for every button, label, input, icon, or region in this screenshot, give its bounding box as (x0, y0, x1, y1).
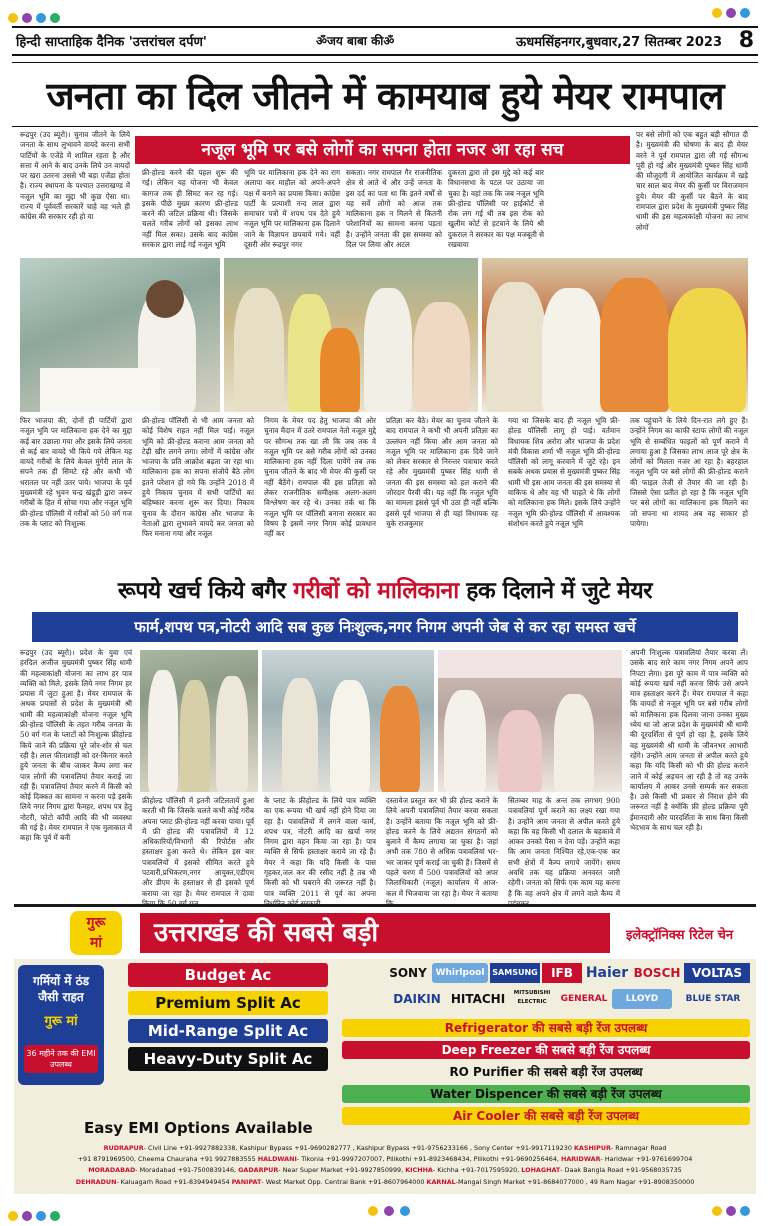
addr2-label: HALDWANI (257, 1155, 297, 1163)
story1-column-6-bottom: तक पहुंचाने के लिये दिन-रात लगे हुए हैं। उन्होंने निगम का काफी स्टाफ लोगों की नजूल भूमि से सम्बंधित फाइलों को पूर्ण कराने में लगाया हुआ है जिसका लाभ आज पूरे क्षेत्र के लोगों को मिलता नजर आ रहा है। बहरहाल नजूल भूमि पर बसे लोगों की फ्री-होल्ड कराने की फाइल तेजी से तैयार की जा रही है। जिससे ऐसा प्रतीत हो रहा है कि नजूल भूमि पर बसे लोगों का मालिकाना हक मिलने का जो सपना था शायद अब वह साकार हो पायेगा। (630, 416, 748, 528)
addr3d-text: - Daak Bangla Road +91-9568035735 (560, 1166, 682, 1174)
promo-emi-badge: 36 महीने तक की EMI उपलब्ध (24, 1045, 98, 1073)
addr1b-label: KASHIPUR (573, 1144, 611, 1152)
stripe-deep-freezer: Deep Freezer की सबसे बड़ी रेंज उपलब्ध (342, 1041, 750, 1059)
story2-subheadline: फार्म,शपथ पत्र,नोटरी आदि सब कुछ निःशुल्क,नगर निगम अपनी जेब से कर रहा समस्त खर्चे (32, 612, 738, 642)
story2-headline (16, 572, 754, 610)
masthead (16, 30, 754, 52)
addr3b-text: - Near Super Market +91-9927850999, (278, 1166, 404, 1174)
ac-item-heavyduty: Heavy-Duty Split Ac (128, 1047, 328, 1071)
addr3b-label: GADARPUR (238, 1166, 279, 1174)
page-number: 8 (738, 28, 754, 53)
brand-bluestar: BLUE STAR (685, 994, 741, 1004)
brand-hitachi: HITACHI (450, 992, 506, 1006)
story1-column-2-bottom: फ्री-होल्ड पॉलिसी से भी आम जनता को कोई विशेष राहत नहीं मिल पाई। नजूल भूमि को फ्री-होल्ड कराना आम जनता को टेढ़ी खीर लगने लगा। लोगों में कांग्रेस और भाजपा के प्रति आक्रोश बढ़ता जा रहा था। मालिकाना हक का सपना संजोये बैठे लोग इतने परेशान हो गये कि उन्होंने 2018 में हुये निकाय चुनाव में सभी पार्टियों का बहिष्कार करना शुरू कर दिया। निकाय चुनाव के दौरान कांग्रेस और भाजपा के नेताओं द्वारा लुभावने वायदे कर जनता को फिर मनाना गया और नजूल (142, 416, 254, 539)
ad-logo (70, 911, 122, 955)
addr1-text: - Civil Line +91-9927882338, Kashipur Bypass +91-9690282777 , Kashipur Bypass +91-9756233166 , Sony Center +91-9917119230 (143, 1144, 572, 1152)
promo-line2: जैसी राहत (38, 990, 84, 1004)
ac-item-midrange: Mid-Range Split Ac (128, 1019, 328, 1043)
ad-address-line-4 (14, 1177, 756, 1187)
story1-column-4-top: सकता। नगर रामपाल गैर राजनीतिक क्षेत्र से आते थे और उन्हें जनता के इस दर्द का पता था कि इतने वर्षों से यह सर्वे लोगों को आज तक मालिकाना हक न मिलने से कितनी परेशानियों का सामना करना पड़ता है। उन्होंने जनता की इस समस्या को दिल पर लिया और अटल (346, 168, 442, 250)
addr1-label: RUDRAPUR (103, 1144, 144, 1152)
brand-daikin: DAIKIN (393, 992, 441, 1006)
addr3-label: MORADABAD (88, 1166, 136, 1174)
bottom-decorative-dots (8, 1206, 762, 1220)
brand-logos (386, 963, 752, 1015)
ac-item-premium: Premium Split Ac (128, 991, 328, 1015)
brand-bosch: BOSCH (633, 966, 681, 980)
brand-sony: SONY (389, 966, 427, 980)
addr3c-label: KICHHA (405, 1166, 433, 1174)
addr2c-text: - Haridwar +91-9761699704 (600, 1155, 693, 1163)
story1-column-3-top: भूमि पर मालिकाना हक देने का राग अलापा कर माहौल को अपने-अपने पक्ष में बनाने का प्रयास किया। कांग्रेस पार्टी के प्रत्याशी नन्द लाल द्वारा समाचार पत्रों में शपथ पत्र देते हुये नजूल भूमि पर मालिकाना हक दिलाने जाने के विज्ञापन छपवाये गये। वहीं दूसरी ओर रूद्रपुर नगर (244, 168, 340, 250)
story1-column-4-bottom: प्रतिज्ञा कर बैठे। मेयर का चुनाव जीतने के बाद रामपाल ने कभी भी अपनी प्रतिज्ञा का उल्लंघन नहीं किया और आम जनता को नजूल भूमि पर मालिकाना हक दिये जाने को लेकर सरकार से निरन्तर पत्राचार करते रहे और मुख्यमंत्री पुष्कर सिंह धामी से जनता की इस समस्या को हल कराने की जोरदार पैरवी की। यह नहीं कि नजूल भूमि का मामला इससे पूर्व भी उठा ही नहीं बल्कि इससे पूर्व भाजपा से ही यहां विधायक रह चुके राजकुमार (386, 416, 498, 528)
addr3d-label: LOHAGHAT (521, 1166, 561, 1174)
story2-headline-part2: हक दिलाने में जुटे मेयर (458, 578, 653, 604)
story2-column-2: फ्रीहोल्ड पॉलिसी में इतनी जटिलतायें हुआ करती थी कि जिसके चलते कभी कोई गरीब अपना प्लाट फ्री-होल्ड नहीं करवा पाया। पूर्व में फ्री होल्ड की पत्रावलियों में 12 अधिकारियों/विभागों की रिपोर्टस और हस्ताक्षर हुआ करते थे। लेकिन इस बार पत्रावलियों में इसको सीमित करते हुये पटवारी,प्रभिकरण,नगर आयुक्त,एडीएम और डीएम के हस्ताक्षर से ही इसको पूर्ण कराया जा रहा है। मेयर रामपाल ने दावा (142, 796, 254, 898)
brand-haier: Haier (585, 965, 629, 981)
ad-title-secondary: इलेक्ट्रॉनिक्स रिटेल चेन (626, 928, 734, 943)
story2-column-5: सितम्बर माह के अन्त तक लगभग 900 पत्रावलियां पूर्ण कराने का लक्ष्य रखा गया है। उन्होंने आम जनता से अपील करते हुये कहा कि वह किसी भी दलाल के बहकावे में आकर उनको पैसा न देना पड़ें। उन्होंने कहा कि आम जनता निश्चित रहे,एक-एक कर सभी क्षेत्रों में कैम्प लगाये जायेंगे। समय अवधि तक यह प्रक्रिया अनवरत जारी रहेगी। जनता को सिर्फ एक काम यह करना है कि वह अपने क्षेत्र में लगने वाले कैम्प में (508, 796, 620, 898)
story2-headline-part1: रूपये खर्च किये बगैर (117, 578, 294, 604)
ac-item-budget: Budget Ac (128, 963, 328, 987)
stripe-water-dispenser: Water Dispencer की सबसे बड़ी रेंज उपलब्ध (342, 1085, 750, 1103)
ad-promo-card (18, 965, 104, 1085)
brand-ifb: IFB (542, 963, 582, 983)
emi-note: Easy EMI Options Available (84, 1119, 313, 1137)
advertisement (14, 904, 756, 1194)
stripe-air-cooler: Air Cooler की सबसे बड़ी रेंज उपलब्ध (342, 1107, 750, 1125)
headline-rule (12, 126, 758, 127)
story2-column-3: के प्लाट के फ्रीहोल्ड के लिये पात्र व्यक्ति का एक रूपया भी खर्च नहीं होने दिया जा रहा है। पत्रावलियों में लगने वाला फार्म, शपथ पत्र, नोटरी आदि का खर्चा नगर निगम द्वारा वहन किया जा रहा है। पात्र व्यक्ति से सिर्फ हस्ताक्षर कराये जा रहे हैं। मेयर ने कहा कि यदि किसी के पास गृहकर,जल कर की रसीद नहीं है तब भी किसी को भी घबराने की जरूरत नहीं है। पात्र व्यक्ति 2011 से पूर्व का अपना (264, 796, 376, 898)
addr4b-label: PANIPAT (231, 1178, 262, 1186)
photo-felicitation-ceremony (224, 258, 478, 412)
photo-spacer (626, 650, 628, 651)
brand-samsung: SAMSUNG (490, 963, 540, 983)
story1-column-6-top: पर बसे लोगों को एक बहुत बड़ी सौगात दी है। मुख्यमंत्री की घोषणा के बाद ही मेयर वरने ने पूर्व रामपाल द्वारा ली गई सौगन्ध पूरी हो गई और मुख्यमंत्री पुष्कर सिंह धामी की मौजूदगी में आयोजित कार्यक्रम में खड़े चार साल बाद मेयर की कुर्सी पर विराजमान हुये। मेयर की कुर्सी पर बैठने के बाद रामपाल द्वारा प्रदेश के मुख्यमंत्री पुष्कर सिंह धामी की इस महत्वकांक्षी योजना का लाभ लोगों (636, 130, 748, 232)
ad-address-line-3 (14, 1165, 756, 1175)
photo-mayor-inspection (140, 650, 258, 792)
story2-column-1: रूद्रपुर (उद ब्यूरो)। प्रदेश के युवा एवं हरदिल अजीज मुख्यमंत्री पुष्कर सिंह धामी की महत्वाकांक्षी योजना का लाभ हर पात्र व्यक्ति को मिले, इसके लिये नगर निगम हर प्रयास में जुटा हुआ है। मेयर रामपाल के अथक प्रयासों से प्रदेश के मुख्यमंत्री श्री धामी की महत्वाकांक्षी योजना नजूल भूमि फ्री-होल्ड पॉलिसी के तहत गरीब जनता के 50 वर्ग गज के प्लाटों को निःशुल्क फ्रीहोल्ड किये जाने की प्रक्रिया पूरे जोर-शोर से चल रही है। लाल फीताशाही को दर-किनार करते हुये जनता के बीच जाकर कैम्प लगा कर पात्र लोगों की पत्रावलियां तैयार कराई जा रही हैं। पत्रावलियां तैयार करने में किसी को कोई दिक्कत का सामना न करना पड़े इसके लिये नगर निगम द्वारा फैमहर, शपथ पत्र हेतु नोटरी, फोटो कॉपी आदि की भी व्यवस्था की गई है। मेयर रामपाल ने एक मुलाकात में कहा कि पूर्व में बनी (20, 648, 132, 843)
ad-logo-top: गुरू (86, 915, 106, 931)
addr3c-text: - Kichha +91-7017595920, (432, 1166, 520, 1174)
ad-address-line-1 (14, 1143, 756, 1153)
photo-mayor-honoured (482, 258, 748, 412)
promo-logo: गुरू मां (44, 1014, 78, 1029)
brand-mitsubishi: MITSUBISHI ELECTRIC (513, 990, 551, 1005)
addr4-label: DEHRADUN (75, 1178, 117, 1186)
story1-column-1-bottom: फिर भाजपा की, दोनों ही पार्टियों द्वारा नजूल भूमि पर मालिकाना हक देने का मुद्दा कई बार उछाला गया और इसके लिये जनता से कई बार वायदे भी किये गये लेकिन यह वायदे गरीबों के लिये केवल मुंगेरी लाल के सपने तक ही सिमटे रहे और कभी भी धरातल पर नहीं उतर पाये। भाजपा के पूर्व मुख्यमंत्री रहे भुवन चन्द्र खंडूड़ी द्वारा जरूर गरीबों के हित में सोचा गया और नजूल भूमि फ्री-होल्ड पॉलिसी में गरीबों को 50 वर्ग गज तक के प्लाट को निःशुल्क (20, 416, 132, 528)
header-bottom-rule (12, 54, 758, 56)
stripe-refrigerator: Refrigerator की सबसे बड़ी रेंज उपलब्ध (342, 1019, 750, 1037)
addr4c-label: KARNAL (426, 1178, 456, 1186)
story1-column-3-bottom: निगम के मेयर पद हेतु भाजपा की ओर चुनाव मैदान में उतरे रामपाल नेतो नजूल मुद्दे पर सौगन्ध तक खा ली कि जब तक वे नजूल भूमि पर बसे गरीब लोगों को उनका मालिकाना हक नहीं दिला पायेंगे तब तक चुनाव जीतने के बाद भी मेयर की कुर्सी पर नहीं बैठेंगे। रामपाल की इस प्रतिज्ञा को लेकर राजनीतिक समीक्षक अलग-अलग विश्लेषण कर रहे थे। उनका तर्क था कि नजूल भूमि पर पॉलिसी बनाना सरकार का विषय है इसमें नगर निगम कोई प्रावधान नहीं कर (264, 416, 376, 539)
header-bottom-rule-thin (12, 62, 758, 63)
addr2c-label: HARIDWAR (560, 1155, 601, 1163)
addr3-text: - Moradabad +91-7500839146, (135, 1166, 237, 1174)
masthead-date: ऊधमसिंहनगर,बुधवार,27 सितम्बर 2023 (516, 35, 722, 50)
main-headline: जनता का दिल जीतने में कामयाब हुये मेयर रामपाल (46, 74, 724, 118)
addr2b-text: - Tikonia +91-9997207007, Pilikothi +91-8923468434, Pilikothi +91-9690256464, (296, 1155, 559, 1163)
photo-camp-registration (438, 650, 622, 792)
story1-subheadline: नजूल भूमि पर बसे लोगों का सपना होता नजर आ रहा सच (135, 136, 630, 164)
photo-mayor-signing-files (20, 258, 220, 412)
top-decorative-dots (8, 8, 762, 24)
masthead-tagline: ॐजय बाबा कीॐ (316, 34, 395, 48)
brand-general: GENERAL (560, 994, 608, 1004)
ad-title-main: उत्तराखंड की सबसे बड़ी (154, 918, 379, 948)
story1-column-5-top: दुकरता द्वारा तो इस मुद्दे को कई बार विधानसभा के पटल पर उठाया जा चुका है। वहां तक कि जब नजूल भूमि फ्री-होल्ड पॉलिसी पर हाईकोर्ट से रोक लग गई थी तब इस रोक को खुलीम कोर्ट से हटवाने के लिये श्री दुकराल ने सरकार का पक्ष मजबूती से रखवाया (448, 168, 544, 250)
story2-headline-highlight: गरीबों को मालिकाना (293, 578, 459, 604)
ad-header (14, 907, 756, 959)
addr4-text: - Kaluagarh Road +91-8394949454 (116, 1178, 230, 1186)
addr1b-text: - Ramnagar Road (610, 1144, 667, 1152)
promo-line1: गर्मियों में ठंड (32, 974, 90, 988)
story2-column-4: दस्तावेज प्रस्तुत कर भी फ्री होल्ड कराने के लिये अपनी पत्रावलियां तैयार करवा सकता है। उन्होंने बताया कि नजूल भूमि को फ्री-होल्ड करने के लिये अद्यतन संगठनों को बुलाने में कैम्प लगाया जा चुका है। जहां अभी तक 780 से अधिक पत्रावलियां भर-भर जाकर पूर्ण कराई जा चुकी हैं। जिसमें से पहले चरण में 500 पत्रावलियों को अपर जिलाधिकारी (नजूल) कार्यालय में आज-कल में भिजवाया जा रहा है। मेयर ने बताया (386, 796, 498, 898)
ad-address-line-2 (14, 1154, 756, 1164)
photo-ward-visit (262, 650, 434, 792)
ad-title (140, 913, 610, 953)
ad-logo-bottom: मां (90, 935, 102, 951)
brand-voltas: VOLTAS (684, 963, 750, 983)
story1-column-1-top: रूद्रपुर (उद ब्यूरो)। चुनाव जीतने के लिये जनता के साथ लुभावने वायदे करना सभी पार्टियों के एजेंडे में शामिल रहता है और सत्ता में आने के बाद उनके लिये उन वायदों पर खरा उतरना उससे भी बड़ा एजेंडा होता है। राज्य स्थापना के पश्चात उत्तराखण्ड में नजूल भूमि का मुद्दा भी कुछ ऐसा था। राज्य में पूर्ववर्ती सरकारें चाहे वह भले ही कांग्रेस की सरकार रही हो या (20, 130, 130, 222)
story2-column-6: अपनी निःशुल्क पत्रावलियां तैयार करवा लें। उसके बाद सारे काम नगर निगम अपने आप निपटा लेगा। इस पूरे काम में पात्र व्यक्ति को कोई रूपया खर्च नहीं करना सिर्फ उसे अपने मात्र हस्ताक्षर करने हैं। मेयर रामपाल ने कहा कि वायदों से नजूल भूमि पर बसे गरीब लोगों को मालिकाना हक दिलवा जाना उनका मुख्य ध्येय था जो आज प्रदेश के मुख्यमंत्री श्री धामी की दूरदर्शिता से पूर्ण हो रहा है, इसके लिये वह मुख्यमंत्री श्री धामी के जीवनभर आभारी रहेंगे। उन्होंने आम जनता से अपील करते हुये कहा कि यदि किसी को भी फ्री होल्ड कराने जाने में कोई अड़चन आ रही है तो वह उनके कार्यालय में आकर उनसे सम्पर्क कर सकता है। उसे किसी भी प्रकार से निराश होने की जरूरत नहीं है क्योंकि फ्री होल्ड प्रक्रिया पूरी ईमानदारी और पारदर्शिता के साथ बिना किसी भेदभाव के साथ चल रही है। (630, 648, 748, 833)
stripe-ro-purifier: RO Purifier की सबसे बड़ी रेंज उपलब्ध (342, 1063, 750, 1081)
addr4b-text: - West Market Opp. Central Bank +91-8607964000 (261, 1178, 425, 1186)
brand-whirlpool: Whirlpool (432, 963, 488, 983)
masthead-paper-name: हिन्दी साप्ताहिक दैनिक 'उत्तरांचल दर्पण' (16, 35, 207, 50)
story1-column-5-bottom: गया था जिसके बाद ही नजूल भूमि फ्री-होल्ड पॉलिसी लागू हो पाई। वर्तमान विधायक शिव अरोरा और भाजपा के प्रदेश मंत्री विकास शर्मा भी नजूल भूमि फ्री-होल्ड पॉलिसी को लागू करवाने में जुटे रहे। इन सबके अथक प्रयास से मुख्यमंत्री पुष्कर सिंह धामी भी इस आम जनता की इस समस्या से वाकिफ थे और वह भी चाहते थे कि लोगों को मालिकाना हक मिले। इसके लिये उन्होंने नजूल भूमि फ्री-होल्ड पॉलिसी में आवश्यक संशोधन करते हुये नजूल भूमि (508, 416, 620, 528)
brand-lloyd: LLOYD (612, 989, 672, 1009)
addr2-text: +91 8791969500, Cheema Chauraha +91 9927883555 (77, 1155, 256, 1163)
addr4c-text: -Mangal Singh Market +91-8684077000 , 49 Ram Nagar +91-8908350000 (455, 1178, 695, 1186)
story1-column-2-top: फ्री-होल्ड करने की पहल शुरू की गई। लेकिन यह योजना भी केवल कागज तक ही सिमट कर रह गई। इसके पीछे मुख्य कारण फ्री-होल्ड करने की जटिल प्रक्रिया थी। जिसके चलते गरीब लोगों को इसका लाभ नहीं मिल सका। उसके बाद कांग्रेस सरकार द्वारा लाई गई नजूल भूमि (142, 168, 238, 250)
header-top-rule (12, 26, 758, 28)
